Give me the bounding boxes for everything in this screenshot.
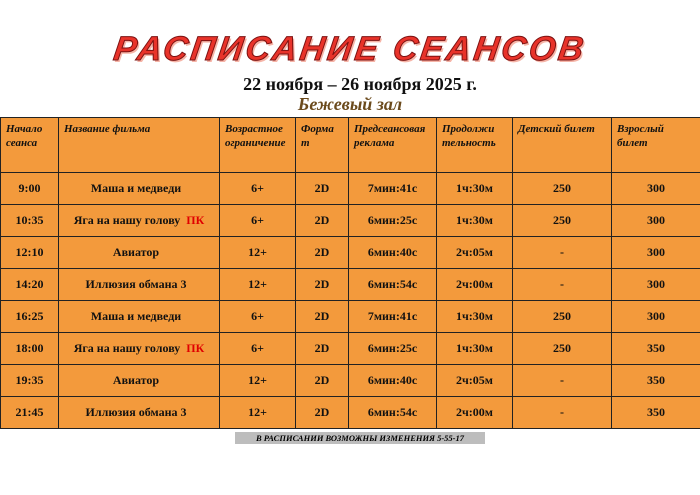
cell-duration: 2ч:05м [437,237,513,269]
cell-age: 12+ [220,269,296,301]
cell-format: 2D [296,397,349,429]
header-ad: Предсеансовая реклама [349,118,437,173]
cell-age: 6+ [220,333,296,365]
cell-adult-price: 350 [612,397,700,429]
cell-adult-price: 300 [612,301,700,333]
cell-film [59,173,220,205]
film-title: Яга на нашу голову [73,341,181,355]
cell-start: 19:35 [1,365,59,397]
cell-format: 2D [296,333,349,365]
cell-child-price: - [513,397,612,429]
cell-age: 12+ [220,397,296,429]
cell-child-price: 250 [513,173,612,205]
cell-child-price: 250 [513,205,612,237]
cell-start: 18:00 [1,333,59,365]
schedule-table [0,117,700,429]
table-row [1,205,700,237]
page-title: РАСПИСАНИЕ СЕАНСОВ [111,30,589,68]
cell-start: 21:45 [1,397,59,429]
cell-child-price: - [513,365,612,397]
schedule-change-notice: В РАСПИСАНИИ ВОЗМОЖНЫ ИЗМЕНЕНИЯ 5-55-17 [235,432,485,444]
header-duration: Продолжи тельность [437,118,513,173]
film-badge: ПК [186,341,205,355]
cell-start: 10:35 [1,205,59,237]
cell-ad: 7мин:41с [349,173,437,205]
cell-film [59,301,220,333]
cell-start: 14:20 [1,269,59,301]
cell-start: 9:00 [1,173,59,205]
cell-age: 12+ [220,365,296,397]
cell-child-price: - [513,237,612,269]
cell-format: 2D [296,301,349,333]
film-title: Маша и медведи [90,181,182,195]
cell-film [59,237,220,269]
cell-child-price: - [513,269,612,301]
film-title: Иллюзия обмана 3 [85,277,187,291]
cell-ad: 6мин:40с [349,365,437,397]
film-title: Авиатор [112,245,160,259]
film-title: Иллюзия обмана 3 [85,405,187,419]
cell-age: 6+ [220,173,296,205]
cell-age: 12+ [220,237,296,269]
film-title: Маша и медведи [90,309,182,323]
header-format: Форма т [296,118,349,173]
table-row [1,237,700,269]
cell-adult-price: 300 [612,237,700,269]
cell-film [59,397,220,429]
table-row [1,269,700,301]
header-adult-ticket: Взрослый билет [612,118,700,173]
cell-ad: 6мин:25с [349,333,437,365]
cell-duration: 1ч:30м [437,173,513,205]
hall-name: Бежевый зал [297,94,403,114]
table-row [1,173,700,205]
film-badge: ПК [186,213,205,227]
cell-format: 2D [296,237,349,269]
cell-duration: 2ч:00м [437,269,513,301]
cell-age: 6+ [220,205,296,237]
cell-format: 2D [296,173,349,205]
cell-start: 12:10 [1,237,59,269]
header-age: Возрастное ограничение [220,118,296,173]
film-title: Авиатор [112,373,160,387]
cell-ad: 7мин:41с [349,301,437,333]
cell-format: 2D [296,365,349,397]
table-row [1,301,700,333]
cell-duration: 2ч:05м [437,365,513,397]
cell-child-price: 250 [513,301,612,333]
cell-child-price: 250 [513,333,612,365]
cell-adult-price: 350 [612,365,700,397]
table-row [1,333,700,365]
cell-format: 2D [296,269,349,301]
film-title: Яга на нашу голову [73,213,181,227]
cell-ad: 6мин:54с [349,397,437,429]
cell-film [59,269,220,301]
header-start: Начало сеанса [1,118,59,173]
cell-age: 6+ [220,301,296,333]
cell-adult-price: 350 [612,333,700,365]
cell-adult-price: 300 [612,269,700,301]
cell-duration: 1ч:30м [437,333,513,365]
cell-film [59,333,220,365]
cell-duration: 1ч:30м [437,205,513,237]
cell-ad: 6мин:25с [349,205,437,237]
cell-film [59,365,220,397]
cell-duration: 1ч:30м [437,301,513,333]
table-row [1,365,700,397]
cell-ad: 6мин:40с [349,237,437,269]
cell-ad: 6мин:54с [349,269,437,301]
header-row [1,118,700,173]
cell-film [59,205,220,237]
cell-adult-price: 300 [612,205,700,237]
cell-start: 16:25 [1,301,59,333]
header-child-ticket: Детский билет [513,118,612,173]
cell-adult-price: 300 [612,173,700,205]
cell-format: 2D [296,205,349,237]
table-row [1,397,700,429]
cell-duration: 2ч:00м [437,397,513,429]
date-range: 22 ноября – 26 ноября 2025 г. [243,74,477,94]
header-film: Название фильма [59,118,220,173]
